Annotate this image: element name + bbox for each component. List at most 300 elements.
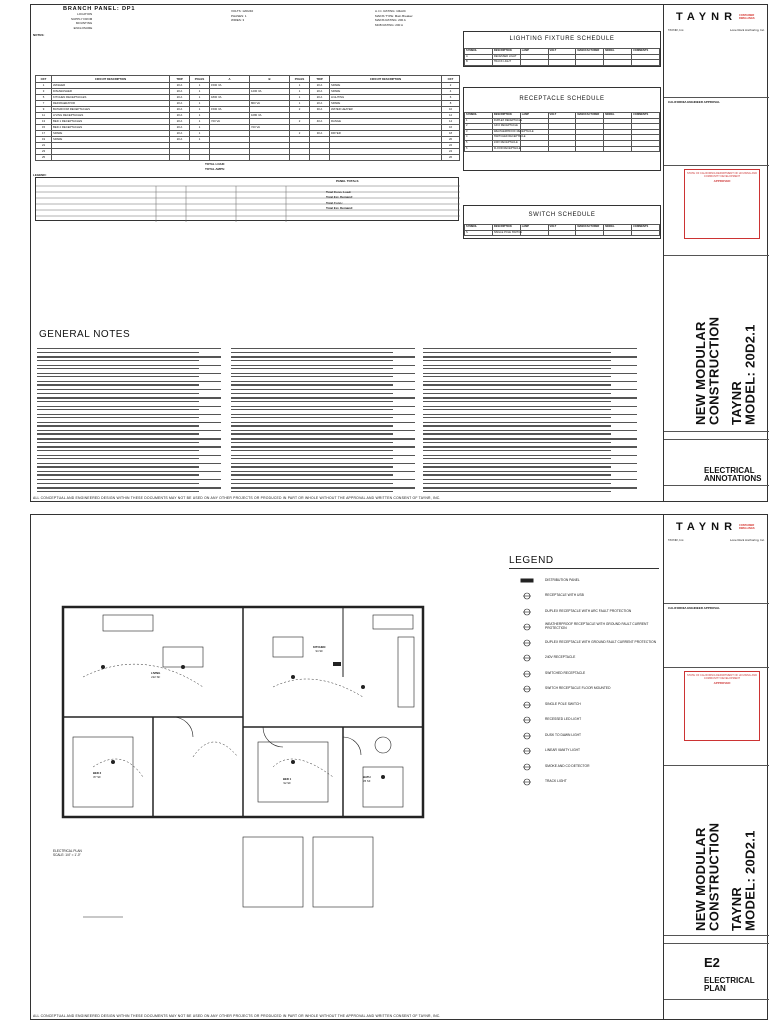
footer-disclaimer: ALL CONCEPTUAL AND ENGINEERED DESIGN WITHIN THESE DOCUMENTS MAY NOT BE USED ON ANY OTHER PROJECTS OR PRODUCED IN PART OR WHOLE WITHOUT THE APPROVAL AND WRITTEN CONSENT OF TAYNR, INC. [33,1014,441,1018]
summary-line: Total Est. Demand: [326,206,353,211]
schedule-col-header: VOLT [548,113,576,119]
room-label [283,777,291,785]
note-line [37,445,221,453]
note-line [231,413,415,421]
schedule-col-header: VOLT [548,49,576,55]
table-cell [548,146,576,152]
receptacle-schedule-title: RECEPTACLE SCHEDULE [519,96,605,102]
note-line [231,396,415,404]
table-cell [548,60,576,66]
table-cell: 18 [442,131,460,137]
table-cell: 3 [465,129,493,135]
table-cell: 720 VA [250,125,290,131]
room-label [363,775,371,783]
summary-line: Total Conn. Load: [326,190,352,194]
panel-col-header: TRIP [170,76,190,83]
legend [509,555,659,790]
note-line [423,478,637,486]
legend-item [509,728,659,744]
table-cell: SWITCHED RECEPTACLE [492,135,520,141]
total-amps-label: TOTAL AMPS: [205,167,226,171]
note-line [231,462,415,470]
table-cell: 30 A [310,131,330,137]
panel-col-header: CKT [36,76,52,83]
table-cell: 12 [442,113,460,119]
sheet2-name [704,977,755,994]
note-line [37,437,221,445]
schedule-col-header: MANUFACTURER [576,49,604,55]
legend-symbol-icon [509,763,545,771]
table-cell: RECESSED LIGHT [492,54,520,60]
schedule-col-header: COMMENTS [632,49,660,55]
table-cell [604,60,632,66]
logo-wordmark: TAYNR [675,521,738,534]
label-aic: A.I.C. RATING: 10kAIC [375,9,406,13]
table-cell: 16 [442,125,460,131]
approval-stamp [684,671,760,741]
project-title [694,791,721,931]
table-cell: A [465,54,493,60]
table-cell [210,155,250,161]
model-line: TAYNR [729,380,744,425]
schedule-col-header: MANUFACTURER [576,225,604,231]
table-cell: SPARE [330,83,442,89]
legend-item [509,713,659,729]
legend-item [509,744,659,760]
table-cell: 4 [442,89,460,95]
table-cell: 20 A [170,113,190,119]
legend-label: RECESSED LED LIGHT [545,717,582,722]
sheet2-main [31,515,663,1019]
legend-label: DUSK TO DAWN LIGHT [545,732,582,737]
legend-item [509,697,659,713]
legend-label: DISTRIBUTION PANEL [545,577,580,582]
legend-symbol-icon [509,778,545,786]
table-cell: 30 A [310,107,330,113]
table-cell [250,155,290,161]
table-cell: 1 [290,95,310,101]
legend-item [509,651,659,667]
general-notes-col-2 [231,347,415,497]
panel-title: BRANCH PANEL: DP1 [63,6,136,12]
logo-subtext: CONTAINER DWELLINGS [739,524,755,530]
table-cell: LIVING RECEPTACLES [52,113,170,119]
panel-totals [35,161,459,175]
table-cell: 1 [190,89,210,95]
plan-caption [53,849,82,857]
legend-symbol-icon [509,685,545,693]
table-cell: 1 [190,137,210,143]
table-cell: 26 [442,155,460,161]
note-line [231,478,415,486]
table-cell [170,155,190,161]
table-cell: 20 A [170,83,190,89]
table-cell: 15 [36,125,52,131]
legend-item [509,759,659,775]
summary-title: PANEL TOTALS [336,179,359,183]
table-cell: 720 VA [210,119,250,125]
table-cell: 5 [36,95,52,101]
note-line [423,347,637,355]
schedule-col-header: SYMBOL [465,113,493,119]
legend-list [509,573,659,790]
panel-schedule [33,75,459,211]
address-left: TAYNR, Inc. [668,538,685,542]
note-line [231,421,415,429]
label-phases: PHASES: 1 [231,13,247,18]
floor-plan [43,567,483,947]
room-area: 35 SF [363,779,371,783]
note-line [423,421,637,429]
table-cell: 20 A [170,107,190,113]
table-cell: 13 [36,119,52,125]
note-line [231,380,415,388]
table-cell: TRACK LIGHT [492,60,520,66]
note-line [231,437,415,445]
legend-symbol-icon [509,654,545,662]
engineer-approval: CALIFORNIA ENGINEER APPROVAL [668,606,721,610]
table-cell: 22 [442,143,460,149]
legend-symbol-icon [509,747,545,755]
note-line [423,363,637,371]
table-cell: 20 A [170,95,190,101]
table-cell: BED 2 RECEPTACLES [52,125,170,131]
table-cell: B [465,60,493,66]
table-cell: WATER HEATER [330,107,442,113]
note-line [423,372,637,380]
note-line [423,380,637,388]
table-cell: SPARE [330,101,442,107]
switch-table [464,224,660,236]
schedule-col-header: DESCRIPTION [492,113,520,119]
project-line: NEW MODULAR [693,321,708,425]
schedule-col-header: LAMP [520,113,548,119]
room-area: 92 SF [283,781,291,785]
titleblock-address [668,539,765,543]
note-line [231,429,415,437]
note-line [423,453,637,461]
model-line: MODEL: 20D2.1 [742,830,758,931]
panel-header-row [36,76,460,83]
table-cell: 19 [36,137,52,143]
label-supply: SUPPLY FROM [71,16,93,21]
label-location: LOCATION [77,12,93,16]
note-line [37,396,221,404]
table-cell: 800 VA [250,101,290,107]
sheet-name-line: PLAN [704,984,726,994]
room-name: BATH [363,775,371,779]
plan-scale: SCALE: 1/4" = 1'-0" [53,853,81,857]
legend-label: TRACK LIGHT [545,779,567,784]
legend-item [509,682,659,698]
logo-subtext: CONTAINER DWELLINGS [739,14,755,20]
panel-legend-label: LEGEND: [33,173,47,177]
sheet1-name [704,467,761,484]
table-cell: 20 A [310,95,330,101]
note-line [231,363,415,371]
lighting-table [464,48,660,66]
project-title [694,285,721,425]
table-cell: 1 [190,125,210,131]
legend-symbol-icon [509,639,545,647]
general-notes-title: GENERAL NOTES [39,329,131,340]
table-cell: 1 [36,83,52,89]
table-cell: LIGHTING [330,95,442,101]
table-cell: 8 [442,101,460,107]
legend-symbol-icon [509,608,545,616]
legend-item [509,666,659,682]
note-line [37,462,221,470]
table-cell: 1500 VA [210,107,250,113]
note-line [231,453,415,461]
table-cell: 9 [36,107,52,113]
table-cell: 25 [36,155,52,161]
legend-symbol-icon [509,592,545,600]
table-cell: GFCI RECEPTACLE [492,124,520,130]
table-cell: FLOOR RECEPTACLE [492,146,520,152]
note-line [423,445,637,453]
table-cell: 24 [442,149,460,155]
table-cell: 20 A [170,89,190,95]
legend-symbol-icon [509,716,545,724]
table-cell [310,155,330,161]
schedule-col-header: SYMBOL [465,49,493,55]
legend-label: SWITCH RECEPTACLE FLOOR MOUNTED [545,686,611,691]
panel-col-header: B [250,76,290,83]
room-name: BED 2 [93,771,102,775]
note-line [37,388,221,396]
note-line [231,404,415,412]
table-cell: BATHROOM RECEPTACLES [52,107,170,113]
table-cell: 1 [290,101,310,107]
receptacle-table [464,112,660,152]
legend-item [509,573,659,589]
table-cell: 17 [36,131,52,137]
table-cell: DISHWASHER [52,89,170,95]
table-cell: 11 [36,113,52,119]
room-name: LIVING [151,671,161,675]
room-name: KITCHEN [313,645,326,649]
sheet-name-line: ELECTRICAL [704,976,755,985]
panel-col-header: POLES [190,76,210,83]
schedule-col-header: COMMENTS [632,113,660,119]
schedule-col-header: COMMENTS [632,225,660,231]
note-line [423,396,637,404]
note-line [37,478,221,486]
legend-item [509,635,659,651]
table-cell: 1 [290,89,310,95]
table-cell: 40 A [310,119,330,125]
note-line [423,429,637,437]
schedule-col-header: MODEL [604,49,632,55]
table-cell: 2 [465,124,493,130]
table-cell: 4 [465,135,493,141]
legend-symbol-icon [509,670,545,678]
panel-col-header: TRIP [310,76,330,83]
label-mcb: MCB RATING: 200 A [375,22,403,27]
legend-item [509,620,659,636]
sheet1-main [31,5,663,501]
model-title [730,811,757,931]
table-cell: KITCHEN RECEPTACLES [52,95,170,101]
note-line [37,486,221,494]
note-line [37,470,221,478]
switch-schedule [463,205,661,239]
stamp-text: STATE OF CALIFORNIA DEPARTMENT OF HOUSING AND COMMUNITY DEVELOPMENT [687,172,757,179]
legend-label: LINEAR VANITY LIGHT [545,748,581,753]
note-line [231,445,415,453]
table-cell: 2 [290,131,310,137]
table-row [465,60,660,66]
logo [664,521,769,535]
lighting-schedule-title: LIGHTING FIXTURE SCHEDULE [509,36,615,42]
note-line [37,404,221,412]
total-load-label: TOTAL LOAD: [205,162,225,166]
table-cell: SPARE [52,137,170,143]
panel-labels-mid [231,9,253,23]
legend-item [509,589,659,605]
stamp-text: STATE OF CALIFORNIA DEPARTMENT OF HOUSING AND COMMUNITY DEVELOPMENT [687,674,757,681]
titleblock-2 [663,515,769,1019]
table-cell: 1 [190,95,210,101]
label-wires: WIRES: 3 [231,18,245,22]
note-line [231,355,415,363]
table-cell: 1 [190,113,210,119]
room-area: 87 SF [93,775,101,779]
table-cell: WASHER [52,83,170,89]
table-cell: S [465,230,493,236]
table-cell [520,60,548,66]
schedule-col-header: LAMP [520,49,548,55]
note-line [37,355,221,363]
panel-header [35,5,459,49]
room-label [93,771,101,779]
note-line [423,486,637,494]
table-cell: SPARE [330,89,442,95]
note-line [423,470,637,478]
model-title [730,305,757,425]
schedule-col-header: MODEL [604,225,632,231]
note-line [423,355,637,363]
legend-label: 240V RECEPTACLE [545,655,576,660]
legend-label: SINGLE POLE SWITCH [545,701,581,706]
table-cell: 1500 VA [210,83,250,89]
note-line [423,462,637,470]
table-cell: DRYER [330,131,442,137]
table-cell: 20 A [310,89,330,95]
legend-symbol-icon [509,701,545,709]
table-cell: SINGLE POLE SWITCH [492,230,520,236]
schedule-col-header: MANUFACTURER [576,113,604,119]
receptacle-schedule [463,87,661,171]
approval-stamp [684,169,760,239]
room-area: 222 SF [151,675,161,679]
legend-label: RECEPTACLE WITH USB [545,593,584,598]
project-line: NEW MODULAR [693,827,708,931]
table-cell: 20 A [170,125,190,131]
legend-item [509,775,659,791]
table-cell [632,146,660,152]
titleblock-address [668,29,765,33]
project-line: CONSTRUCTION [706,822,722,931]
note-line [231,388,415,396]
table-cell [520,230,548,236]
summary-line: Total Conn.: [326,200,344,205]
table-cell: SPARE [52,131,170,137]
note-line [37,421,221,429]
label-mains-rating: MAINS RATING: 200 A [375,18,406,22]
table-cell: 1 [190,83,210,89]
table-cell: 20 A [170,101,190,107]
table-cell: 20 A [170,119,190,125]
panel-col-header: CIRCUIT DESCRIPTION [330,76,442,83]
schedule-col-header: MODEL [604,113,632,119]
note-line [423,404,637,412]
note-line [37,347,221,355]
table-cell [290,155,310,161]
general-notes-col-1 [37,347,221,497]
table-cell: 2 [290,119,310,125]
note-line [37,372,221,380]
table-cell [576,146,604,152]
table-cell: REFRIGERATOR [52,101,170,107]
schedule-col-header: DESCRIPTION [492,49,520,55]
legend-symbol-icon [509,732,545,740]
table-row [465,230,660,236]
table-cell: 5 [465,140,493,146]
address-right: Lone Rock Anchoring, Inc. [729,538,765,542]
panel-labels-right [375,9,413,27]
table-cell: 14 [442,119,460,125]
table-cell: BED 1 RECEPTACLES [52,119,170,125]
table-cell: 6 [465,146,493,152]
panel-table [35,75,460,161]
general-notes-col-3 [423,347,637,497]
table-cell: 1 [290,83,310,89]
note-line [423,413,637,421]
table-cell [576,60,604,66]
note-line [37,413,221,421]
note-line [37,429,221,437]
table-row [465,146,660,152]
table-cell: RANGE [330,119,442,125]
table-cell: 21 [36,143,52,149]
table-cell: 2 [442,83,460,89]
room-label [151,671,160,679]
legend-label: WEATHERPROOF RECEPTACLE WITH GROUND FAULT CURRENT PROTECTION [545,622,649,631]
panel-col-header: A [210,76,250,83]
table-cell: WEATHERPROOF RECEPTACLE [492,129,520,135]
lighting-schedule [463,31,661,67]
sheet-electrical-annotations [30,4,768,502]
table-cell: 2 [290,107,310,113]
table-cell [632,230,660,236]
table-cell [576,230,604,236]
table-cell [52,155,170,161]
table-cell [330,155,442,161]
switch-schedule-title: SWITCH SCHEDULE [528,212,596,218]
label-mains-type: MAINS TYPE: Main Breaker [375,13,413,18]
table-cell [548,230,576,236]
sheet-electrical-plan [30,514,768,1020]
table-row [36,155,460,161]
note-line [231,347,415,355]
sheet-name-line: ELECTRICAL [704,466,755,475]
panel-col-header: CKT [442,76,460,83]
address-right: Lone Rock Anchoring, Inc. [729,28,765,32]
schedule-col-header: SYMBOL [465,225,493,231]
project-line: CONSTRUCTION [706,316,722,425]
